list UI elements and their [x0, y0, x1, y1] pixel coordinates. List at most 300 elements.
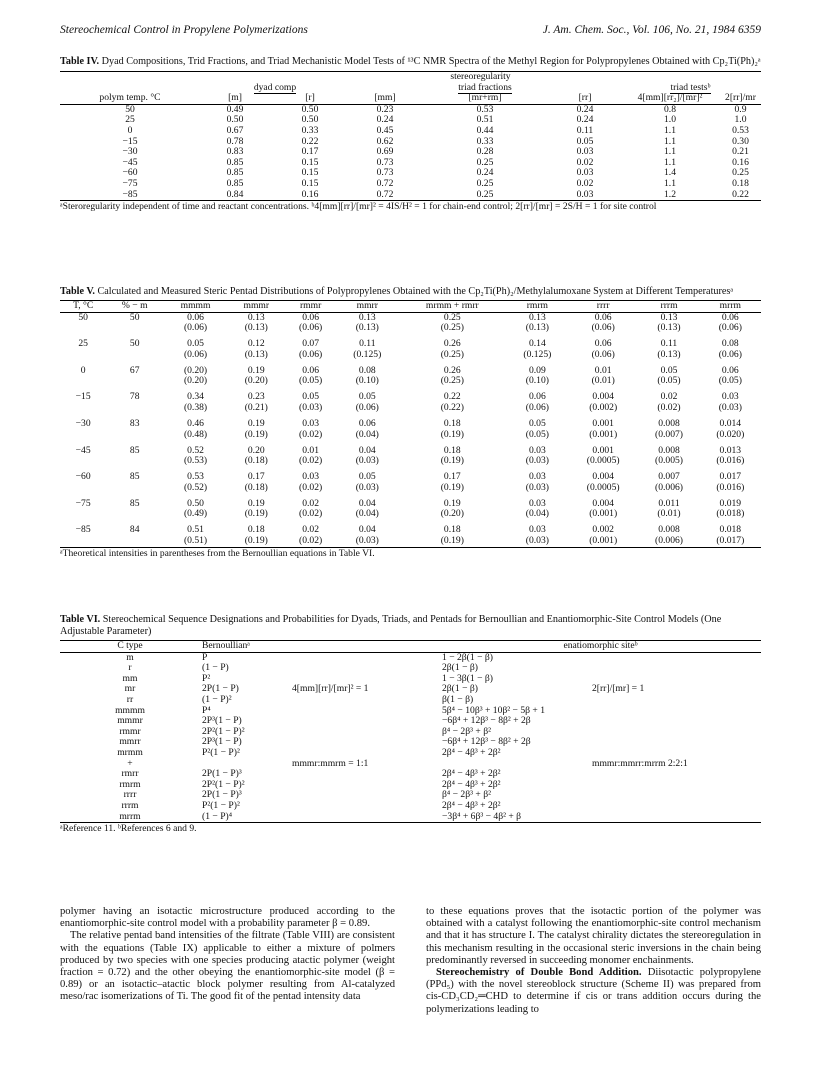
measured-cell: 0.06 — [721, 311, 739, 323]
table-row — [60, 323, 761, 339]
table-cell: 0.24 — [476, 167, 494, 179]
right-column — [426, 906, 761, 1016]
table-row — [60, 126, 761, 137]
measured-cell: 0.26 — [443, 338, 461, 350]
column-header: mmmr — [243, 300, 270, 311]
theoretical-cell: (0.13) — [657, 348, 681, 360]
theoretical-cell: (0.03) — [525, 455, 549, 467]
measured-cell: 0.17 — [443, 471, 461, 483]
table-row — [60, 312, 761, 323]
enantiomorphic-cell: β⁴ − 2β³ + β² — [442, 789, 491, 801]
empty-cell — [60, 509, 106, 525]
empty-cell — [60, 536, 106, 548]
table-row — [60, 179, 761, 190]
measured-cell: 0.03 — [528, 471, 546, 483]
theoretical-cell: (0.006) — [655, 534, 684, 546]
empty-cell — [106, 456, 163, 472]
relation-cell — [590, 748, 761, 759]
theoretical-cell: (0.001) — [589, 534, 618, 546]
column-header: mrrm — [719, 300, 741, 311]
empty-cell — [60, 483, 106, 499]
enantiomorphic-cell: 5β⁴ − 10β³ + 10β² − 5β + 1 — [442, 704, 546, 716]
measured-cell: 0.23 — [247, 391, 265, 403]
table-cell: 0.17 — [301, 146, 319, 158]
measured-cell: 0.19 — [247, 417, 265, 429]
theoretical-cell: (0.017) — [716, 534, 745, 546]
theoretical-cell: (0.002) — [589, 401, 618, 413]
measured-cell: 0.20 — [247, 444, 265, 456]
measured-cell: 0.11 — [660, 338, 678, 350]
percent-m-cell: 85 — [129, 471, 140, 483]
enantiomorphic-cell: 1 − 2β(1 − β) — [442, 651, 493, 663]
relation-cell — [590, 780, 761, 791]
measured-cell: 0.05 — [528, 417, 546, 429]
table-cell: 1.0 — [664, 114, 676, 126]
measured-cell: 0.06 — [594, 311, 612, 323]
table-cell: 1.1 — [664, 135, 676, 147]
measured-cell: 0.12 — [247, 338, 265, 350]
section-heading: Stereochemistry of Double Bond Addition. — [436, 967, 642, 979]
col-ctype: C type — [117, 640, 143, 651]
measured-cell: 0.18 — [443, 417, 461, 429]
temp-cell: −30 — [75, 417, 91, 429]
table-row — [60, 350, 761, 366]
relation-cell — [590, 706, 761, 717]
measured-cell: 0.07 — [302, 338, 320, 350]
column-header: mrmm + rmrr — [425, 300, 479, 311]
table-row — [60, 158, 761, 169]
measured-cell: 0.51 — [187, 524, 204, 536]
relation-cell — [590, 737, 761, 748]
table-cell: 0.44 — [476, 124, 494, 136]
table-cell: 0.45 — [376, 124, 394, 136]
theoretical-cell: (0.0005) — [586, 455, 620, 467]
paragraph: The relative pentad band intensities of the filtrate (Table VIII) are consistent with the equations (Table IX) applicable to either a mixture of polmers produced by two species with one species producing atactic polymer (weight fraction = 0.72) and the other obeying the enantiomorphic-site model (β = 0.89) or an isotactic–atactic block polymer resulting from Al-catalyzed meso/rac isomerizations of Ti. The good fit of the pentad intensity data — [60, 930, 395, 1003]
relation-cell — [290, 748, 440, 759]
theoretical-cell: (0.02) — [299, 428, 323, 440]
ctype-cell: m — [126, 651, 134, 663]
theoretical-cell: (0.05) — [657, 375, 681, 387]
empty-cell — [106, 509, 163, 525]
measured-cell: 0.019 — [719, 497, 742, 509]
relation-cell — [290, 801, 440, 812]
column-header: [mm] — [374, 92, 396, 104]
measured-cell: 0.22 — [443, 391, 461, 403]
measured-cell: 0.13 — [247, 311, 265, 323]
table-cell: 0.03 — [576, 167, 594, 179]
empty-cell — [60, 430, 106, 446]
table-cell: 0.02 — [576, 177, 594, 189]
table-row — [60, 115, 761, 126]
measured-cell: 0.03 — [721, 391, 739, 403]
theoretical-cell: (0.001) — [589, 428, 618, 440]
table-row — [60, 456, 761, 472]
col-bernoullian: Bernoullianᵃ — [202, 640, 250, 651]
measured-cell: 0.06 — [721, 364, 739, 376]
empty-cell — [106, 430, 163, 446]
theoretical-cell: (0.020) — [716, 428, 745, 440]
column-header: rmrm — [526, 300, 549, 311]
table-cell: 0.67 — [226, 124, 244, 136]
table-6 — [60, 614, 761, 834]
table-cell: 0.53 — [476, 103, 494, 115]
table-cell: 0.8 — [664, 103, 676, 115]
table-row — [60, 147, 761, 158]
table-cell: 1.1 — [664, 177, 676, 189]
ctype-cell: mm — [122, 672, 138, 684]
measured-cell: 0.004 — [592, 497, 614, 509]
table-cell: 0.18 — [732, 177, 749, 189]
table-row — [60, 376, 761, 392]
table-cell: 0.21 — [732, 146, 749, 158]
theoretical-cell: (0.02) — [299, 455, 323, 467]
temp-cell: 50 — [78, 311, 88, 323]
table-cell: 0.24 — [576, 114, 594, 126]
percent-m-cell: 84 — [129, 524, 140, 536]
relation-cell: 4[mm][rr]/[mr]² = 1 — [292, 683, 369, 695]
relation-cell: 2[rr]/[mr] = 1 — [592, 683, 645, 695]
table-row — [60, 137, 761, 148]
measured-cell: 0.50 — [187, 497, 204, 509]
table-cell: 0.85 — [226, 156, 244, 168]
theoretical-cell: (0.19) — [440, 428, 464, 440]
table-row — [60, 483, 761, 499]
table-row — [60, 812, 761, 823]
table-cell: 0.73 — [376, 156, 394, 168]
table-5-caption: Table V. Calculated and Measured Steric Pentad Distributions of Polypropylenes Obtained with the Cp₂Ti(Ph)₂/Methylalumoxane System at Different Temperaturesᵃ — [60, 286, 734, 297]
body-text — [60, 906, 761, 1016]
table-row — [60, 536, 761, 548]
empty-cell — [60, 403, 106, 419]
measured-cell: 0.19 — [247, 364, 265, 376]
relation-cell — [590, 801, 761, 812]
table-row — [60, 168, 761, 179]
percent-m-cell: 50 — [129, 311, 140, 323]
theoretical-cell: (0.06) — [718, 322, 742, 334]
theoretical-cell: (0.20) — [244, 375, 268, 387]
bernoullian-cell: 2P²(1 − P)² — [202, 725, 245, 737]
table-row — [60, 780, 761, 791]
table-row — [60, 419, 761, 430]
theoretical-cell: (0.05) — [299, 375, 323, 387]
theoretical-cell: (0.51) — [183, 534, 208, 546]
bernoullian-cell: P²(1 − P)² — [202, 746, 240, 758]
ctype-cell: rmrr — [121, 768, 139, 780]
enantiomorphic-cell: β⁴ − 2β³ + β² — [442, 725, 491, 737]
table-row — [60, 403, 761, 419]
table-cell: 0.28 — [476, 146, 494, 158]
table-row — [60, 759, 761, 770]
theoretical-cell: (0.06) — [525, 401, 549, 413]
theoretical-cell: (0.06) — [183, 322, 208, 334]
table-row — [60, 430, 761, 446]
measured-cell: 0.25 — [443, 311, 461, 323]
table-cell: 50 — [125, 103, 135, 115]
empty-cell — [60, 350, 106, 366]
paragraph: to these equations proves that the isotactic portion of the polymer was obtained with a catalyst following the enantiomorphic-site control mechanism and that it has structure I. The catalyst chirality dictates the stereoregulation in this mechanism resulting in the occasional steric inversions in the chain being predominantly reversed in succeeding monomer enchainments. — [426, 906, 761, 966]
theoretical-cell: (0.04) — [355, 508, 379, 520]
relation-cell — [590, 769, 761, 780]
relation-cell — [290, 780, 440, 791]
table-row — [60, 737, 761, 748]
enantiomorphic-cell: −3β⁴ + 6β³ − 4β² + β — [442, 810, 522, 822]
paragraph: Stereochemistry of Double Bond Addition. Diisotactic polypropylene (PPd₅) with the novel stereoblock structure (Scheme II) was prepared from cis-CD₃CD₂═CHD to determine if cis or trans addition occurs during the polymerizations leading to — [426, 967, 761, 1015]
bernoullian-cell: 2P(1 − P) — [202, 683, 239, 695]
theoretical-cell: (0.06) — [718, 348, 742, 360]
table-cell: 0.25 — [476, 188, 494, 200]
measured-cell: 0.014 — [719, 417, 742, 429]
enantiomorphic-cell: −6β⁴ + 12β³ − 8β² + 2β — [442, 715, 531, 727]
bernoullian-cell: 2P³(1 − P) — [202, 736, 242, 748]
measured-cell: 0.06 — [302, 311, 320, 323]
measured-cell: 0.004 — [592, 471, 614, 483]
measured-cell: 0.013 — [719, 444, 742, 456]
theoretical-cell: (0.0005) — [586, 481, 620, 493]
table-row — [60, 674, 761, 685]
theoretical-cell: (0.03) — [355, 534, 379, 546]
bernoullian-cell: (1 − P)⁴ — [202, 810, 233, 822]
table-row — [60, 695, 761, 706]
table-cell: 0.02 — [576, 156, 594, 168]
table-row — [60, 663, 761, 674]
measured-cell: 0.08 — [721, 338, 739, 350]
theoretical-cell: (0.06) — [591, 322, 615, 334]
table-cell: 0.62 — [376, 135, 394, 147]
table-cell: 0.50 — [301, 114, 319, 126]
theoretical-cell: (0.20) — [440, 508, 464, 520]
temp-cell: −60 — [75, 471, 91, 483]
theoretical-cell: (0.53) — [183, 455, 208, 467]
measured-cell: 0.14 — [528, 338, 546, 350]
table-cell: 0.30 — [732, 135, 749, 147]
table-cell: 0.03 — [576, 146, 594, 158]
relation-cell — [290, 663, 440, 674]
empty-cell — [106, 376, 163, 392]
column-header: 4[mm][rr₂]/[mr]² — [637, 92, 703, 104]
tests-group-header: triad testsᵇ — [670, 81, 711, 93]
relation-cell — [290, 716, 440, 727]
percent-m-cell: 83 — [129, 417, 140, 429]
measured-cell: 0.03 — [302, 417, 320, 429]
table-row — [60, 366, 761, 377]
theoretical-cell: (0.19) — [440, 481, 464, 493]
enantiomorphic-cell: 2β⁴ − 4β³ + 2β² — [442, 778, 501, 790]
theoretical-cell: (0.13) — [657, 322, 681, 334]
table-cell: 0.72 — [376, 177, 394, 189]
relation-cell: mmmr:mmrr:mrrm 2:2:1 — [592, 757, 688, 769]
temp-cell: −45 — [75, 444, 91, 456]
theoretical-cell: (0.006) — [655, 481, 684, 493]
empty-cell — [106, 536, 163, 548]
measured-cell: 0.46 — [187, 417, 204, 429]
enantiomorphic-cell: −6β⁴ + 12β³ − 8β² + 2β — [442, 736, 531, 748]
table-row — [60, 104, 761, 115]
theoretical-cell: (0.25) — [440, 375, 464, 387]
table-cell: −15 — [122, 135, 138, 147]
table-cell: 0.49 — [226, 103, 244, 115]
percent-m-cell: 50 — [129, 338, 140, 350]
theoretical-cell: (0.10) — [355, 375, 379, 387]
theoretical-cell: (0.03) — [355, 481, 379, 493]
measured-cell: 0.13 — [528, 311, 546, 323]
theoretical-cell: (0.13) — [244, 348, 268, 360]
theoretical-cell: (0.06) — [355, 401, 379, 413]
ctype-cell: rrrr — [123, 789, 137, 801]
theoretical-cell: (0.007) — [655, 428, 684, 440]
relation-cell — [290, 652, 440, 663]
table-6-grid — [60, 640, 761, 822]
empty-cell — [106, 350, 163, 366]
measured-cell: 0.05 — [358, 471, 376, 483]
theoretical-cell: (0.125) — [523, 348, 552, 360]
theoretical-cell: (0.018) — [716, 508, 745, 520]
enantiomorphic-cell: 2β⁴ − 4β³ + 2β² — [442, 799, 501, 811]
table-row — [60, 790, 761, 801]
table-cell: 0.83 — [226, 146, 244, 158]
measured-cell: 0.011 — [658, 497, 680, 509]
table-row — [60, 190, 761, 201]
stereo-header: stereoregularity — [450, 71, 511, 82]
measured-cell: 0.13 — [358, 311, 376, 323]
theoretical-cell: (0.22) — [440, 401, 464, 413]
theoretical-cell: (0.03) — [525, 481, 549, 493]
measured-cell: 0.11 — [359, 338, 376, 350]
table-cell: −60 — [122, 167, 138, 179]
empty-cell — [60, 376, 106, 392]
table-cell: 0.78 — [226, 135, 244, 147]
ctype-cell: rmmr — [119, 725, 141, 737]
relation-cell — [590, 663, 761, 674]
table-5-footnote: ᵃTheoretical intensities in parentheses from the Bernoullian equations in Table VI. — [60, 548, 375, 560]
ctype-cell: mrrm — [119, 810, 141, 822]
table-cell: 0.9 — [734, 103, 747, 115]
relation-cell — [590, 652, 761, 663]
theoretical-cell: (0.05) — [718, 375, 742, 387]
measured-cell: 0.007 — [658, 471, 680, 483]
table-cell: 0.50 — [226, 114, 244, 126]
measured-cell: 0.06 — [187, 311, 204, 323]
empty-cell — [60, 456, 106, 472]
table-cell: 1.1 — [664, 156, 676, 168]
theoretical-cell: (0.02) — [299, 481, 323, 493]
theoretical-cell: (0.52) — [183, 481, 208, 493]
table-cell: 0.22 — [732, 188, 749, 200]
table-4-grid — [60, 71, 761, 201]
column-header: T, °C — [73, 300, 94, 311]
relation-cell — [590, 695, 761, 706]
table-cell: 0.24 — [576, 103, 594, 115]
measured-cell: 0.09 — [528, 364, 546, 376]
measured-cell: 0.05 — [358, 391, 376, 403]
theoretical-cell: (0.10) — [525, 375, 549, 387]
bernoullian-cell: P²(1 − P)² — [202, 799, 240, 811]
column-header: polym temp. °C — [99, 92, 161, 104]
table-cell: 0.05 — [576, 135, 594, 147]
measured-cell: 0.34 — [187, 391, 204, 403]
measured-cell: 0.05 — [187, 338, 204, 350]
theoretical-cell: (0.13) — [525, 322, 549, 334]
table-4 — [60, 56, 761, 212]
measured-cell: 0.02 — [302, 524, 320, 536]
column-header: [mr+rm] — [468, 92, 502, 104]
theoretical-cell: (0.18) — [244, 481, 268, 493]
theoretical-cell: (0.19) — [244, 534, 268, 546]
theoretical-cell: (0.02) — [299, 534, 323, 546]
measured-cell: 0.001 — [592, 444, 614, 456]
relation-cell — [290, 706, 440, 717]
measured-cell: 0.02 — [660, 391, 678, 403]
bernoullian-cell: P — [202, 651, 208, 663]
temp-cell: −85 — [75, 524, 91, 536]
column-header: mmrr — [356, 300, 378, 311]
theoretical-cell: (0.20) — [183, 375, 208, 387]
table-4-footnote: ᵃSteroregularity independent of time and reactant concentrations. ᵇ4[mm][rr]/[mr]² = 4IS/H² = 1 for chain-end control; 2[rr]/[mr] = 2S/H = 1 for site control — [60, 201, 657, 213]
bernoullian-cell: (1 − P)² — [202, 693, 232, 705]
table-5 — [60, 286, 761, 559]
table-cell: 1.4 — [664, 167, 676, 179]
empty-cell — [106, 323, 163, 339]
column-header: rrrr — [596, 300, 610, 311]
enantiomorphic-cell: 2β(1 − β) — [442, 683, 478, 695]
relation-cell: mmmr:mmrm = 1:1 — [292, 757, 369, 769]
measured-cell: 0.001 — [592, 417, 614, 429]
measured-cell: 0.04 — [358, 497, 376, 509]
running-header — [60, 24, 761, 36]
measured-cell: 0.18 — [443, 524, 461, 536]
theoretical-cell: (0.19) — [440, 455, 464, 467]
bernoullian-cell: (1 − P) — [202, 662, 229, 674]
relation-cell — [590, 716, 761, 727]
table-cell: 0.25 — [476, 177, 494, 189]
measured-cell: 0.01 — [302, 444, 320, 456]
table-cell: 1.2 — [664, 188, 676, 200]
theoretical-cell: (0.01) — [657, 508, 681, 520]
theoretical-cell: (0.25) — [440, 322, 464, 334]
enantiomorphic-cell: 2β(1 − β) — [442, 662, 478, 674]
left-column — [60, 906, 395, 1016]
table-cell: 0.51 — [476, 114, 494, 126]
measured-cell: 0.04 — [358, 444, 376, 456]
theoretical-cell: (0.02) — [657, 401, 681, 413]
measured-cell: 0.05 — [660, 364, 678, 376]
table-cell: −75 — [122, 177, 138, 189]
measured-cell: 0.008 — [658, 444, 680, 456]
ctype-cell: mmmr — [117, 715, 143, 727]
triad-group-header: triad fractions — [458, 81, 512, 93]
column-header: mmmm — [180, 300, 211, 311]
measured-cell: 0.08 — [358, 364, 376, 376]
col-enantiomorphic: enatiomorphic siteᵇ — [563, 640, 638, 651]
temp-cell: −75 — [75, 497, 91, 509]
theoretical-cell: (0.06) — [183, 348, 208, 360]
table-cell: 25 — [125, 114, 135, 126]
ctype-cell: mmmm — [115, 704, 145, 716]
theoretical-cell: (0.06) — [591, 348, 615, 360]
table-cell: 0.11 — [576, 124, 594, 136]
theoretical-cell: (0.19) — [244, 428, 268, 440]
table-row — [60, 716, 761, 727]
theoretical-cell: (0.03) — [299, 401, 323, 413]
table-cell: 0.23 — [376, 103, 394, 115]
enantiomorphic-cell: 1 − 3β(1 − β) — [442, 672, 493, 684]
relation-cell — [590, 812, 761, 823]
enantiomorphic-cell: β(1 − β) — [442, 693, 474, 705]
ctype-cell: r — [128, 662, 132, 674]
measured-cell: 0.05 — [302, 391, 320, 403]
table-row — [60, 748, 761, 759]
enantiomorphic-cell: 2β⁴ − 4β³ + 2β² — [442, 768, 501, 780]
relation-cell — [290, 727, 440, 738]
